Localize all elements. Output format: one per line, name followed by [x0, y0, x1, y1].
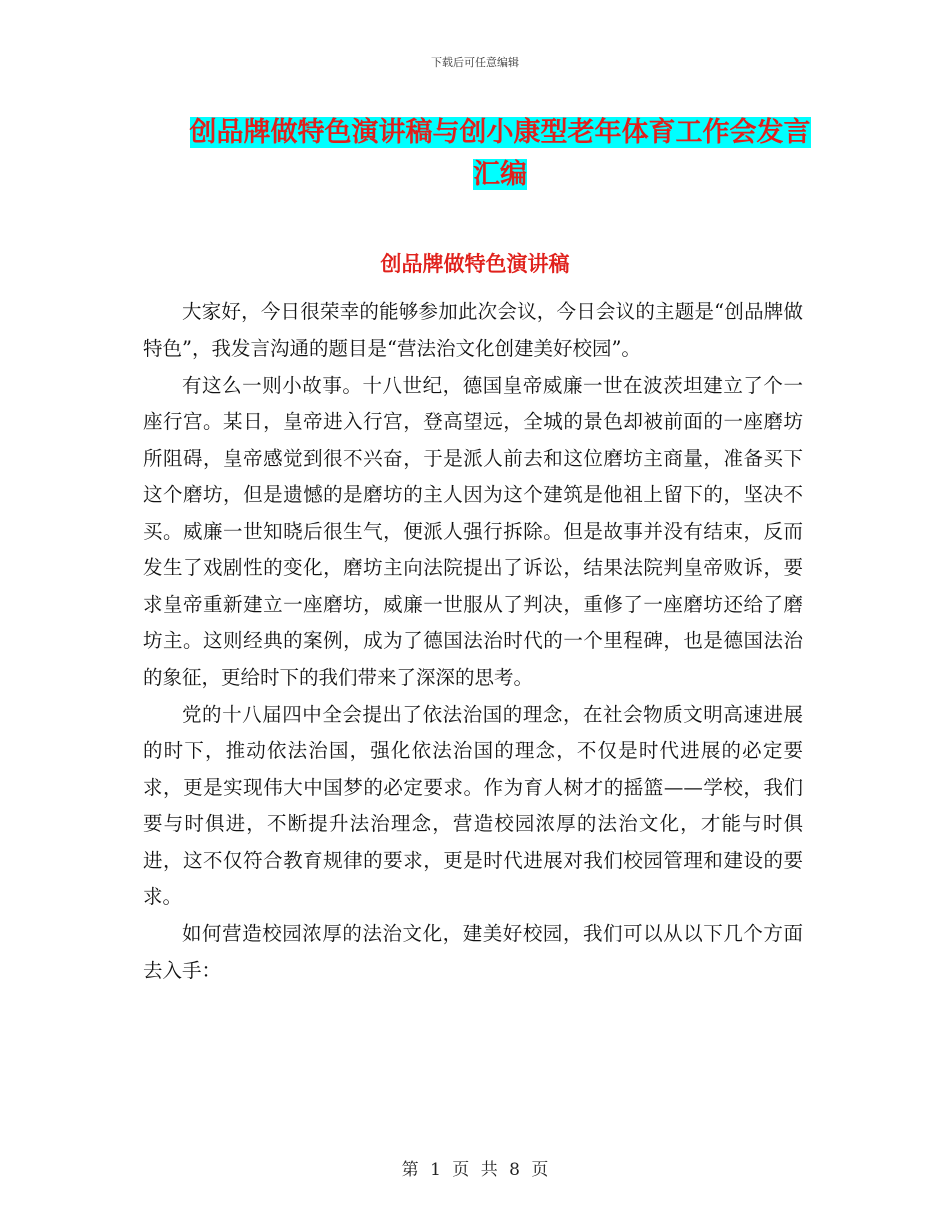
document-title [150, 112, 850, 196]
section-title: 创品牌做特色演讲稿 [380, 252, 570, 276]
document-title-line-2: 汇编 [473, 159, 527, 190]
document-body [143, 294, 803, 990]
document-title-line-1: 创品牌做特色演讲稿与创小康型老年体育工作会发言 [189, 117, 811, 148]
paragraph: 大家好，今日很荣幸的能够参加此次会议，今日会议的主题是“创品牌做特色”，我发言沟通的题目是“营法治文化创建美好校园”。 [143, 300, 803, 360]
paragraph: 党的十八届四中全会提出了依法治国的理念，在社会物质文明高速进展的时下，推动依法治国，强化依法治国的理念，不仅是时代进展的必定要求，更是实现伟大中国梦的必定要求。作为育人树才的摇篮——学校，我们要与时俱进，不断提升法治理念，营造校园浓厚的法治文化，才能与时俱进，这不仅符合教育规律的要求，更是时代进展对我们校园管理和建设的要求。 [143, 702, 803, 908]
page-footer: 第 1 页 共 8 页 [401, 1160, 549, 1180]
paragraph: 如何营造校园浓厚的法治文化，建美好校园，我们可以从以下几个方面去入手： [143, 922, 803, 982]
header-note: 下载后可任意编辑 [431, 56, 519, 69]
paragraph: 有这么一则小故事。十八世纪，德国皇帝威廉一世在波茨坦建立了个一座行宫。某日，皇帝进入行宫，登高望远，全城的景色却被前面的一座磨坊所阻碍，皇帝感觉到很不兴奋，于是派人前去和这位磨坊主商量，准备买下这个磨坊，但是遗憾的是磨坊的主人因为这个建筑是他祖上留下的，坚决不买。威廉一世知晓后很生气，便派人强行拆除。但是故事并没有结束，反而发生了戏剧性的变化，磨坊主向法院提出了诉讼，结果法院判皇帝败诉，要求皇帝重新建立一座磨坊，威廉一世服从了判决，重修了一座磨坊还给了磨坊主。这则经典的案例，成为了德国法治时代的一个里程碑，也是德国法治的象征，更给时下的我们带来了深深的思考。 [143, 373, 803, 689]
